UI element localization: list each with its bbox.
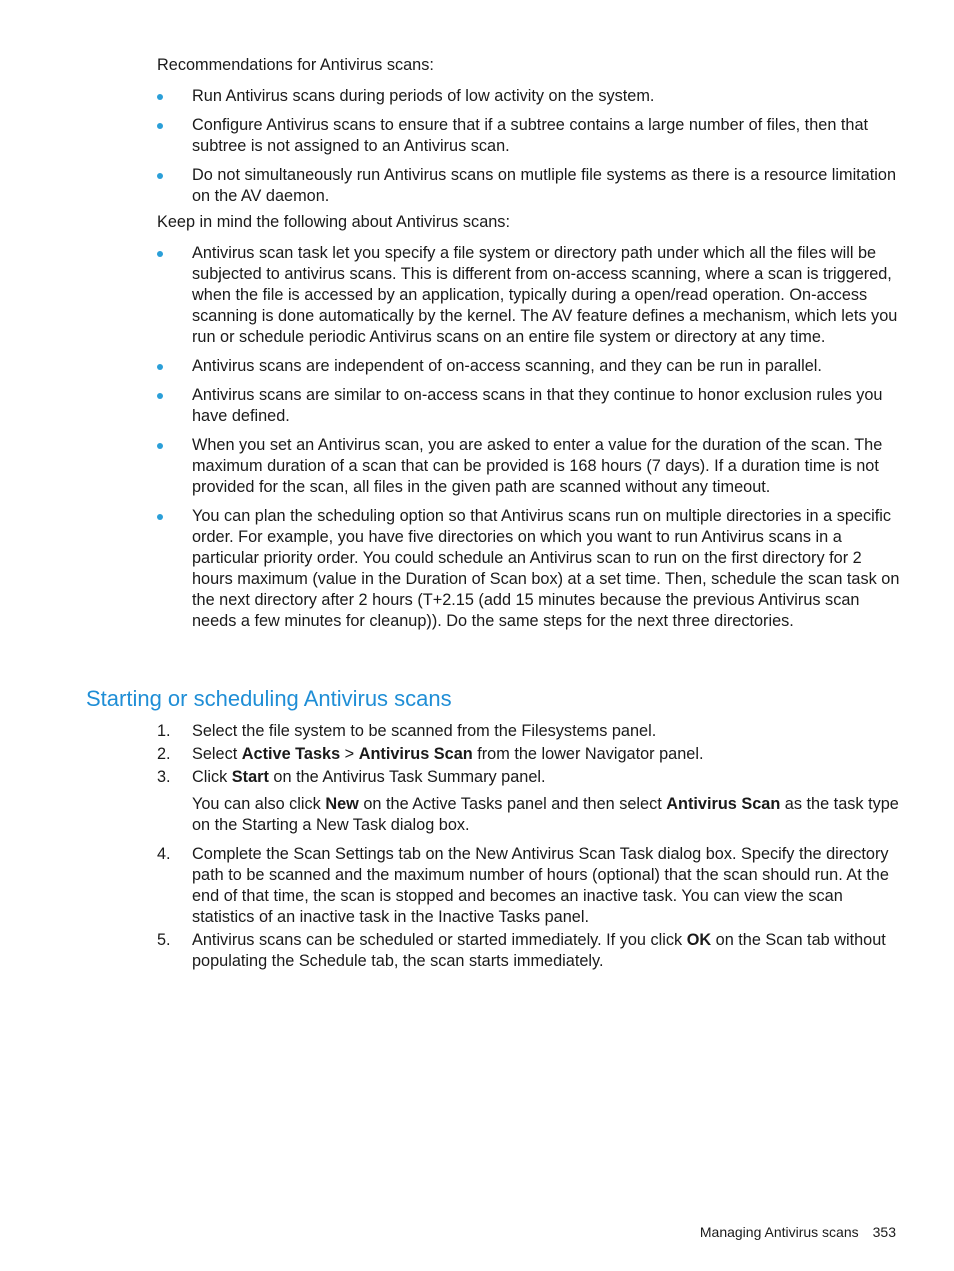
- list-item: You can plan the scheduling option so that Antivirus scans run on multiple directories in a specific order. For example, you have five directories on which you want to run Antivirus scans in a particular priority order. You could schedule an Antivirus scan to run on the first directory for 2 hours maximum (value in the Duration of Scan box) at a set time. Then, schedule the scan task on the next directory after 2 hours (T+2.15 (add 15 minutes because the previous Antivirus scan needs a few minutes for cleanup)). Do the same steps for the next three directories.: [157, 506, 902, 632]
- step-number: 2.: [157, 745, 171, 763]
- page-footer: [700, 1222, 896, 1242]
- list-item: Run Antivirus scans during periods of low activity on the system.: [157, 86, 902, 107]
- section-heading: Starting or scheduling Antivirus scans: [86, 686, 452, 711]
- list-item: Antivirus scans are similar to on-access scans in that they continue to honor exclusion rules you have defined.: [157, 385, 902, 427]
- step-number: 4.: [157, 845, 171, 863]
- list-item: Antivirus scans are independent of on-access scanning, and they can be run in parallel.: [157, 356, 902, 377]
- bullet-icon: [157, 123, 163, 129]
- step-number: 1.: [157, 722, 171, 740]
- step-number: 3.: [157, 768, 171, 786]
- step-4: [157, 844, 902, 928]
- step-1: [157, 721, 902, 742]
- keep-in-mind-list: [157, 243, 902, 640]
- step-2: 2. Select Active Tasks > Antivirus Scan from the lower Navigator panel.: [157, 745, 704, 763]
- ui-term: OK: [686, 931, 712, 949]
- step-3: 3. Click Start on the Antivirus Task Summary panel. You can also click New on the Active Tasks panel and then select Antivirus Scan as the task type on the Starting a New Task dialog box.: [157, 767, 902, 836]
- list-item: Do not simultaneously run Antivirus scans on mutliple file systems as there is a resource limitation on the AV daemon.: [157, 165, 902, 207]
- keep-in-mind-intro: Keep in mind the following about Antivirus scans:: [157, 213, 510, 231]
- bullet-icon: [157, 443, 163, 449]
- bullet-icon: [157, 514, 163, 520]
- bullet-icon: [157, 94, 163, 100]
- ui-term: Start: [231, 768, 269, 786]
- step-text: Select the file system to be scanned from the Filesystems panel.: [192, 722, 657, 740]
- ui-term: Active Tasks: [241, 745, 341, 763]
- step-number: 5.: [157, 931, 171, 949]
- bullet-icon: [157, 393, 163, 399]
- footer-section-title: Managing Antivirus scans: [699, 1224, 859, 1240]
- bullet-icon: [157, 364, 163, 370]
- step-note: You can also click New on the Active Tasks panel and then select Antivirus Scan as the task type on the Starting a New Task dialog box.: [192, 795, 899, 834]
- page-number: 353: [872, 1224, 896, 1240]
- bullet-icon: [157, 173, 163, 179]
- list-item: When you set an Antivirus scan, you are asked to enter a value for the duration of the scan. The maximum duration of a scan that can be provided is 168 hours (7 days). If a duration time is not provided for the scan, all files in the given path are scanned without any timeout.: [157, 435, 902, 498]
- step-text: Complete the Scan Settings tab on the New Antivirus Scan Task dialog box. Specify the directory path to be scanned and the maximum number of hours (optional) that the scan should run. At the end of that time, the scan is stopped and becomes an inactive task. You can view the scan statistics of an inactive task in the Inactive Tasks panel.: [192, 845, 889, 926]
- ui-term: Antivirus Scan: [358, 745, 473, 763]
- ui-term: Antivirus Scan: [666, 795, 781, 813]
- list-item: Antivirus scan task let you specify a file system or directory path under which all the files will be subjected to antivirus scans. This is different from on-access scanning, where a scan is triggered, when the file is accessed by an application, typically during a open/read operation. On-access scanning is done automatically by the kernel. The AV feature defines a mechanism, which lets you run or schedule periodic Antivirus scans on an entire file system or directory at any time.: [157, 243, 902, 348]
- step-5: 5. Antivirus scans can be scheduled or started immediately. If you click OK on the Scan tab without populating the Schedule tab, the scan starts immediately.: [157, 931, 886, 970]
- recommendations-list: [157, 86, 902, 215]
- steps-list: [157, 721, 902, 974]
- ui-term: New: [325, 795, 359, 813]
- bullet-icon: [157, 251, 163, 257]
- recommendations-intro: Recommendations for Antivirus scans:: [157, 56, 434, 74]
- list-item: Configure Antivirus scans to ensure that if a subtree contains a large number of files, then that subtree is not assigned to an Antivirus scan.: [157, 115, 902, 157]
